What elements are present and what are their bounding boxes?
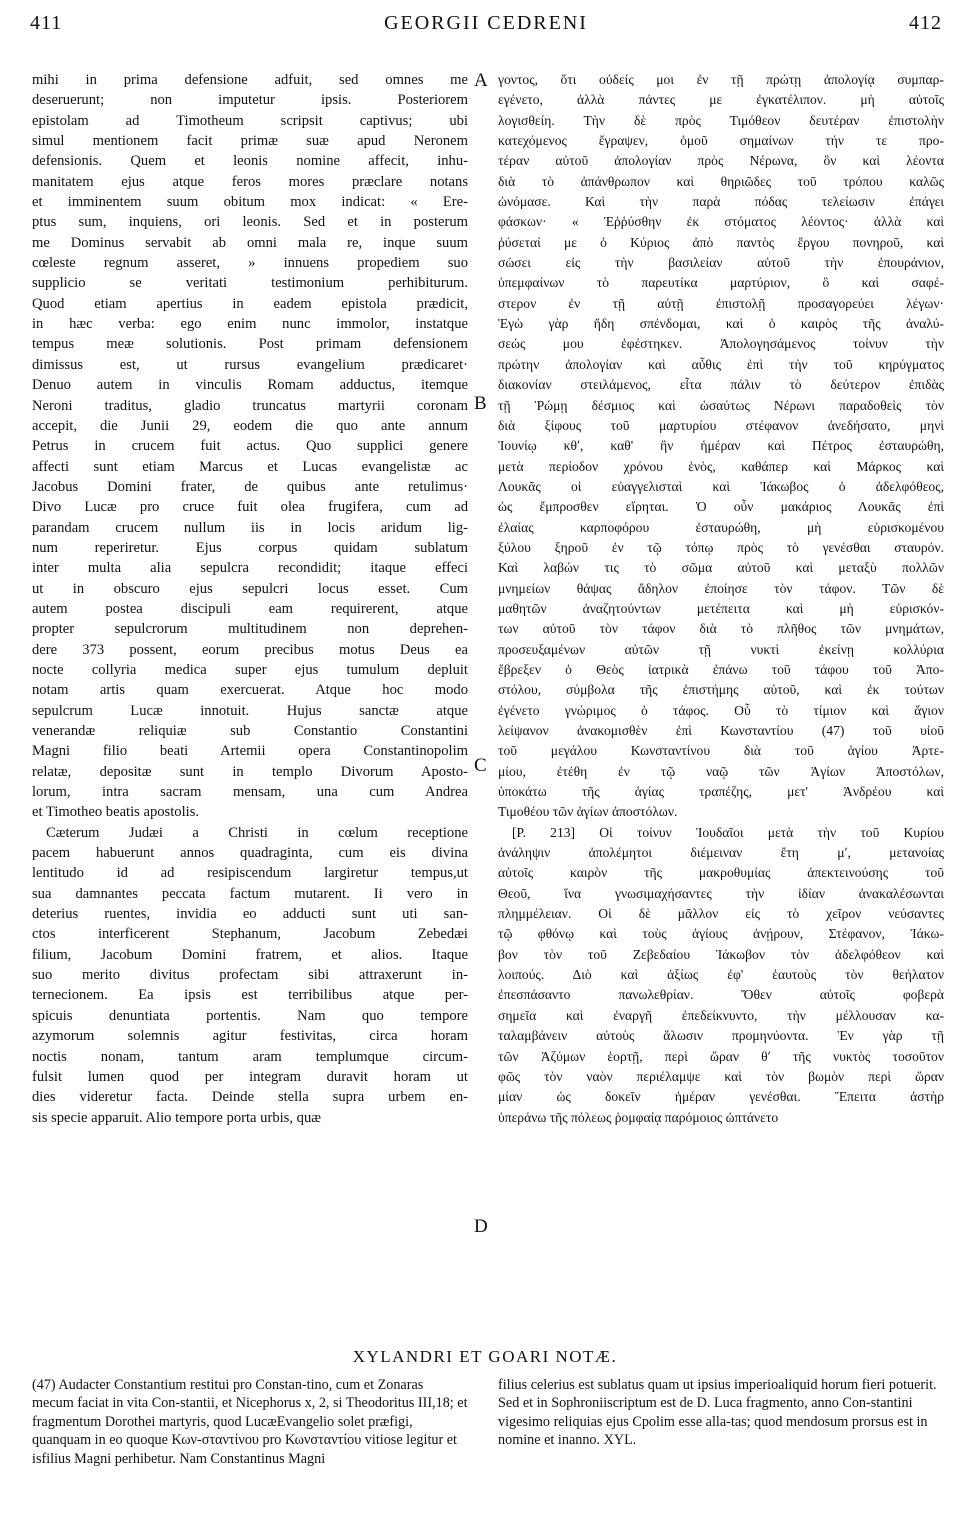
latin-text-line: Petrus in crucem fuit actus. Quo supplici genere [32, 438, 468, 455]
greek-text-line: ἐλαίας καρποφόρου ἐσταυρώθη, μὴ εὑρισκομένου [498, 519, 944, 535]
note-text-line: stantini vigesimo reliquias ejus Cpolim esse alla- [498, 1395, 913, 1430]
note-text-line: filius celerius est sublatus quam ut ipsius imperio [498, 1377, 779, 1393]
latin-text-line: inter multa alia sepulcra recondidit; itaque effeci [32, 560, 468, 577]
greek-text-line: ὑπεμφαίνων τὸ παρευτίκα μαρτύριον, ὃ καὶ σαφέ- [498, 275, 944, 291]
note-text-line: 18; et fragmentum Dorothei martyris, quod Lucæ [32, 1395, 468, 1430]
latin-text-line: tempus meæ solutionis. Post primam defensionem [32, 336, 468, 353]
note-text-line: stantii, et Nicephorus x, 2, si Theodoritus III, [180, 1395, 436, 1412]
note-text-line: scriptum est de D. Luca fragmento, anno Con- [607, 1395, 871, 1412]
greek-text-line: ὡς ἔμπροσθεν εἴρηται. Ὁ οὖν μακάριος Λουκᾶς ἐπὶ [498, 499, 944, 515]
greek-text-line: ξύλου ξηροῦ ἐν τῷ τόπῳ πρὸς τὸ γενέσθαι σταυρόν. [498, 539, 944, 555]
greek-column [498, 70, 944, 1128]
greek-text-line: μετὰ περίοδον χρόνου ἑνὸς, καθάπερ καὶ Μάρκος καὶ [498, 458, 944, 474]
latin-text-line: me Dominus servabit ab omni mala re, inque suum [32, 234, 468, 251]
greek-text-line: μαθητῶν ἀναζητούντων μετέπειτα καὶ μὴ εὑρισκόν- [498, 600, 944, 616]
greek-text-line: Λουκᾶς οἱ εὐαγγελισταὶ καὶ Ἰάκωβος ὁ ἀδελφόθεος, [498, 478, 944, 494]
latin-text-line: ctos interficerent Stephanum, Jacobum Zebedæi [32, 926, 468, 943]
note-text-line: σταντίνου pro Κωνσταντίου vitiose legitur et is [32, 1432, 457, 1467]
latin-text-line: ternecionem. Ea ipsis est terribilibus atque per- [32, 987, 468, 1004]
greek-text-line: τῶν Ἀζύμων ἑορτῇ, περὶ ὥραν θʹ τῆς νυκτὸς τοσοῦτον [498, 1048, 944, 1064]
latin-text-line: et Timotheo beatis apostolis. [32, 804, 200, 821]
latin-text-line: cœleste regnum asseret, » innuens propediem suo [32, 255, 468, 272]
latin-text-line: mihi in prima defensione adfuit, sed omnes me [32, 72, 468, 88]
latin-text-line: fulsit lumen quod per integram duravit horam ut [32, 1068, 468, 1085]
latin-text-line: autem postea discipuli eam requirerent, atque [32, 600, 468, 617]
greek-text-line: Τιμοθέου τῶν ἁγίων ἀποστόλων. [498, 804, 678, 820]
greek-text-line: τῇ Ῥώμῃ δέσμιος καὶ ὡσαύτως Νέρωνι παραδοθεὶς τὸν [498, 397, 944, 413]
page-number-right: 412 [909, 12, 942, 34]
greek-text-line: τέραν αὐτοῦ ἀπολογίαν πρὸς Νέρωνα, ὃν καὶ λέοντα [498, 153, 944, 169]
greek-text-line: σεώς μου ἐφέστηκεν. Ἀπολογησάμενος τοίνυν τὴν [498, 336, 944, 352]
greek-text-line: μίου, ἐτέθη ἐν τῷ ναῷ τῶν Ἁγίων Ἀποστόλων, [498, 763, 944, 779]
notes-right-column [498, 1376, 944, 1450]
latin-text-line: simul mentionem facit primæ suæ apud Neronem [32, 133, 468, 150]
greek-text-line: Θεοῦ, ἵνα γνωσιμαχήσαντες τὴν ἰδίαν ἀνακαλέσωνται [498, 885, 944, 901]
note-text-line: filius Magni perhibetur. Nam Constantinus Magni [41, 1450, 326, 1467]
greek-text-line: πρώτην ἀπολογίαν καὶ αὖθις ἐπὶ τὴν τοῦ κηρύγματος [498, 356, 944, 372]
latin-text-line: azymorum solemnis agitur festivitas, circa horam [32, 1028, 468, 1045]
latin-text-line: spicuis denuntiata portentis. Nam quo tempore [32, 1007, 468, 1024]
note-text-line: (47) Audacter Constantium restitui pro Constan- [32, 1377, 307, 1393]
greek-text-line: διὰ τὸ ἀπάνθρωπον καὶ θηριῶδες τοῦ τρόπου καλῶς [498, 173, 944, 189]
latin-column [32, 70, 468, 1128]
note-text-line: aliquid horum fieri potuerit. Sed et in Sophronii [498, 1377, 937, 1412]
latin-text-line: Quod etiam apertius in eadem epistola prædicit, [32, 295, 468, 312]
latin-text-line: lentitudo id ad resipiscendum largiretur tempus,ut [32, 865, 468, 882]
latin-text-line: Divo Lucæ pro cruce fuit olea frugifera, cum ad [32, 499, 468, 516]
greek-text-line: ἔβρεξεν ὁ Θεὸς ἰατρικὰ ἐπάνω τοῦ τάφου τοῦ Ἀπο- [498, 661, 944, 677]
note-text-line: tino, cum et Zonaras mecum faciat in vita Con- [32, 1377, 424, 1412]
greek-text-line: γοντος, ὅτι οὐδείς μοι ἐν τῇ πρώτῃ ἀπολογίᾳ συμπαρ- [498, 72, 944, 87]
greek-text-line: εγένετο, ἀλλὰ πάντες με ἐγκατέλιπον. μὴ αὐτοῖς [498, 92, 944, 108]
greek-text-line: [P. 213] Οἱ τοίνυν Ἰουδαῖοι μετὰ τὴν τοῦ Κυρίου [512, 824, 944, 840]
latin-text-line: deseruerunt; non imputetur ipsis. Posteriorem [32, 92, 468, 109]
latin-text-line: ptus sum, inquiens, ori leonis. Sed et in posterum [32, 214, 468, 231]
latin-text-line: noctis nonam, tantum aram templumque circum- [32, 1048, 468, 1065]
greek-text-line: φάσκων· « Ἐῤῥύσθην ἐκ στόματος λέοντος· ἀλλὰ καὶ [498, 214, 944, 230]
greek-text-line: μίαν ὡς δοκεῖν ἡμέραν γενέσθαι. Ἔπειτα ἀστὴρ [498, 1089, 944, 1105]
latin-text-line: lorum, intra sacram mensam, una cum Andrea [32, 784, 468, 801]
latin-text-line: parandam crucem nullum iis in locis aridum lig- [32, 519, 468, 536]
latin-text-line: dere 373 possent, eorum precibus motus Deus ea [32, 641, 468, 658]
latin-text-line: nocte collyria medica super ejus tumulum depluit [32, 661, 468, 678]
latin-text-line: relatæ, depositæ sunt in templo Divorum Aposto- [32, 763, 468, 780]
latin-text-line: supplicio se veritati testimonium perhibiturum. [32, 275, 468, 292]
running-title: GEORGII CEDRENI [384, 12, 588, 34]
latin-text-line: notam artis quam exercuerat. Atque hoc modo [32, 682, 468, 699]
margin-mark-c: C [474, 755, 487, 776]
greek-text-line: ῥύσεταί με ὁ Κύριος ἀπὸ παντὸς ἔργου πονηροῦ, καὶ [498, 234, 944, 250]
greek-text-line: Ἰουνίῳ κθʹ, καθ' ἣν ἡμέραν καὶ Πέτρος ἐσταυρώθη, [498, 438, 944, 454]
latin-text-line: sis specie apparuit. Alio tempore porta urbis, quæ [32, 1109, 321, 1126]
greek-text-line: προσευξαμένων αὐτῶν τῇ νυκτὶ ἐκείνῃ κολλύρια [498, 641, 944, 657]
greek-text-line: Ἐγὼ γὰρ ἤδη σπένδομαι, καὶ ὁ καιρὸς τῆς ἀναλύ- [498, 316, 944, 332]
latin-text-line: Magni filio beati Artemii opera Constantinopolim [32, 743, 468, 760]
latin-text-line: defensionis. Quem et leonis nomine affecit, inhu- [32, 153, 468, 170]
greek-text-line: μνημείων θάψας ἄδηλον ἐποίησε τὸν τάφον. Τῶν δὲ [498, 580, 944, 596]
greek-text-line: διακονίαν στειλάμενος, εἶτα πάλιν τὸ δεύτερον ἐπιδὰς [498, 377, 944, 393]
greek-text-line: διὰ ξίφους τοῦ μαρτυρίου στέφανον ἀνεδήσατο, μηνὶ [498, 417, 944, 433]
greek-text-line: σημεῖα καὶ ἐναργῆ ἐπεδείκνυντο, τὴν μέλλουσαν κα- [498, 1007, 944, 1023]
greek-text-line: ὑπεράνω τῆς πόλεως ῥομφαίᾳ παρόμοιος ὠπτάνετο [498, 1109, 779, 1125]
latin-text-line: deterius ruentes, invidia eo adducti sunt uti san- [32, 906, 468, 923]
greek-text-line: σώσει εἰς τὴν βασιλείαν αὐτοῦ τὴν ἐπουράνιον, [498, 255, 944, 271]
latin-text-line: Denuo autem in vinculis Romam adductus, itemque [32, 377, 468, 394]
latin-text-line: suo merito divitus profectam sibi attraxerunt in- [32, 967, 468, 984]
notes-title: XYLANDRI ET GOARI NOTÆ. [352, 1347, 618, 1366]
latin-text-line: Cæterum Judæi a Christi in cœlum receptione [46, 824, 468, 841]
note-text-line: Evangelio solet præfigi, quanquam in eo quoque Κων- [32, 1413, 413, 1449]
page-header [30, 12, 942, 42]
greek-text-line: ἀνάληψιν ἀπολέμητοι διέμειναν ἔτη μʹ, μετανοίας [498, 845, 944, 861]
greek-text-line: στόλου, σύμβολα τῆς ἐπιστήμης αὐτοῦ, καὶ ἐκ τούτων [498, 682, 944, 698]
greek-text-line: ὠνόμασε. Καὶ τὴν παρὰ πόδας τελείωσιν ἐπάγει [498, 194, 944, 210]
latin-text-line: et imminentem suum obitum mox indicat: « Ere- [32, 194, 468, 211]
latin-text-line: ut in obscuro ejus sepulcri locus esset. Cum [32, 580, 468, 597]
greek-text-line: πλημμέλειαν. Οἱ δὲ μᾶλλον εἰς τὸ χεῖρον νεύσαντες [498, 906, 944, 922]
latin-text-line: accepit, die Junii 29, eodem die quo ante annum [32, 417, 468, 434]
latin-text-line: num reperiretur. Ejus corpus quidam sublatum [32, 539, 468, 556]
greek-text-line: τοῦ μεγάλου Κωνσταντίνου διὰ τοῦ ἁγίου Ἀρτε- [498, 743, 944, 759]
latin-text-line: dimissus est, ut rursus evangelium prædicaret· [32, 356, 468, 373]
greek-text-line: λογισθείη. Τὴν δὲ πρὸς Τιμόθεον δευτέραν ἐπιστολὴν [498, 112, 944, 128]
latin-text-line: manitatem ejus atque feros mores præclare notans [32, 173, 468, 190]
margin-mark-d: D [474, 1216, 488, 1237]
latin-text-line: affecti sunt etiam Marcus et Lucas evangelistæ ac [32, 458, 468, 475]
greek-text-line: λοιπούς. Διὸ καὶ ἀξίως ἐφ' ἑαυτοὺς τὸν θεήλατον [498, 967, 944, 983]
greek-text-line: στερον ἐν τῇ αὐτῇ ἐπιστολῇ προσαγορεύει λέγων· [498, 295, 944, 311]
latin-text-line: dies videretur facta. Deinde stella supra urbem en- [32, 1089, 468, 1106]
latin-text-line: sua damnantes peccata factum mutarent. Ii vero in [32, 885, 468, 902]
note-text-line: tas; quod mendosum prorsus est in nomine et in [498, 1413, 928, 1449]
latin-text-line: propter sepulcrorum multitudinem non deprehen- [32, 621, 468, 638]
greek-text-line: ἐπεσπάσαντο πανωλεθρίαν. Ὅθεν αὐτοῖς φοβερὰ [498, 987, 944, 1003]
latin-text-line: epistolam ad Timotheum scripsit captivus; ubi [32, 112, 468, 129]
notes-left-column [32, 1376, 468, 1468]
greek-text-line: των αὐτοῦ τὸν τάφον διὰ τὸ πλῆθος τῶν μνημάτων, [498, 621, 944, 637]
greek-text-line: φῶς τὸν ναὸν περιέλαμψε καὶ τὸν βωμὸν περὶ ὥραν [498, 1068, 944, 1084]
greek-text-line: Καὶ λαβών τις τὸ σῶμα αὐτοῦ καὶ μεταξὺ πολλῶν [498, 560, 944, 576]
greek-text-line: κατεχόμενος ἔγραψεν, ὁμοῦ σημαίνων τήν τε προ- [498, 133, 944, 149]
latin-text-line: Neroni traditus, gladio truncatus martyrii coronam [32, 397, 468, 414]
greek-text-line: ἐγένετο γνώριμος ὁ τάφος. Οὗ τὸ τίμιον καὶ ἅγιον [498, 702, 944, 718]
greek-text-line: αὐτοῖς καιρὸν τῆς μακροθυμίας ἀπεκτεινούσης τοῦ [498, 865, 944, 881]
latin-text-line: in hæc verba: ego enim nunc immolor, instatque [32, 316, 468, 333]
latin-text-line: pacem habuerunt annos quadraginta, cum eis divina [32, 845, 468, 862]
note-text-line: anno. XYL. [568, 1432, 637, 1449]
latin-text-line: sepulcrum Lucæ innotuit. Hujus sanctæ atque [32, 702, 468, 719]
greek-text-line: λείψανον ἀνακομισθὲν ἐπὶ Κωνσταντίου (47) τοῦ υἱοῦ [498, 723, 944, 738]
margin-mark-b: B [474, 393, 487, 414]
latin-text-line: Jacobus Domini frater, de quibus ante retulimus· [32, 478, 468, 495]
margin-mark-a: A [474, 70, 488, 91]
latin-text-line: filium, Jacobum Domini fratrem, et alios. Itaque [32, 946, 468, 963]
greek-text-line: ὑποκάτω τῆς ἁγίας τραπέζης, μετ' Ἀνδρέου καὶ [498, 784, 944, 800]
greek-text-line: τῷ φθόνῳ καὶ τοὺς ἁγίους ἀνῄρουν, Στέφανον, Ἰάκω- [498, 926, 944, 942]
greek-text-line: ταλαμβάνειν αὐτοὺς ἅλωσιν προμηνύοντα. Ἐν γὰρ τῇ [498, 1028, 944, 1044]
greek-text-line: βον τὸν τοῦ Ζεβεδαίου Ἰάκωβον τὸν ἀδελφόθεον καὶ [498, 946, 944, 962]
page-number-left: 411 [30, 12, 63, 34]
latin-text-line: venerandæ reliquiæ sub Constantio Constantini [32, 723, 468, 739]
